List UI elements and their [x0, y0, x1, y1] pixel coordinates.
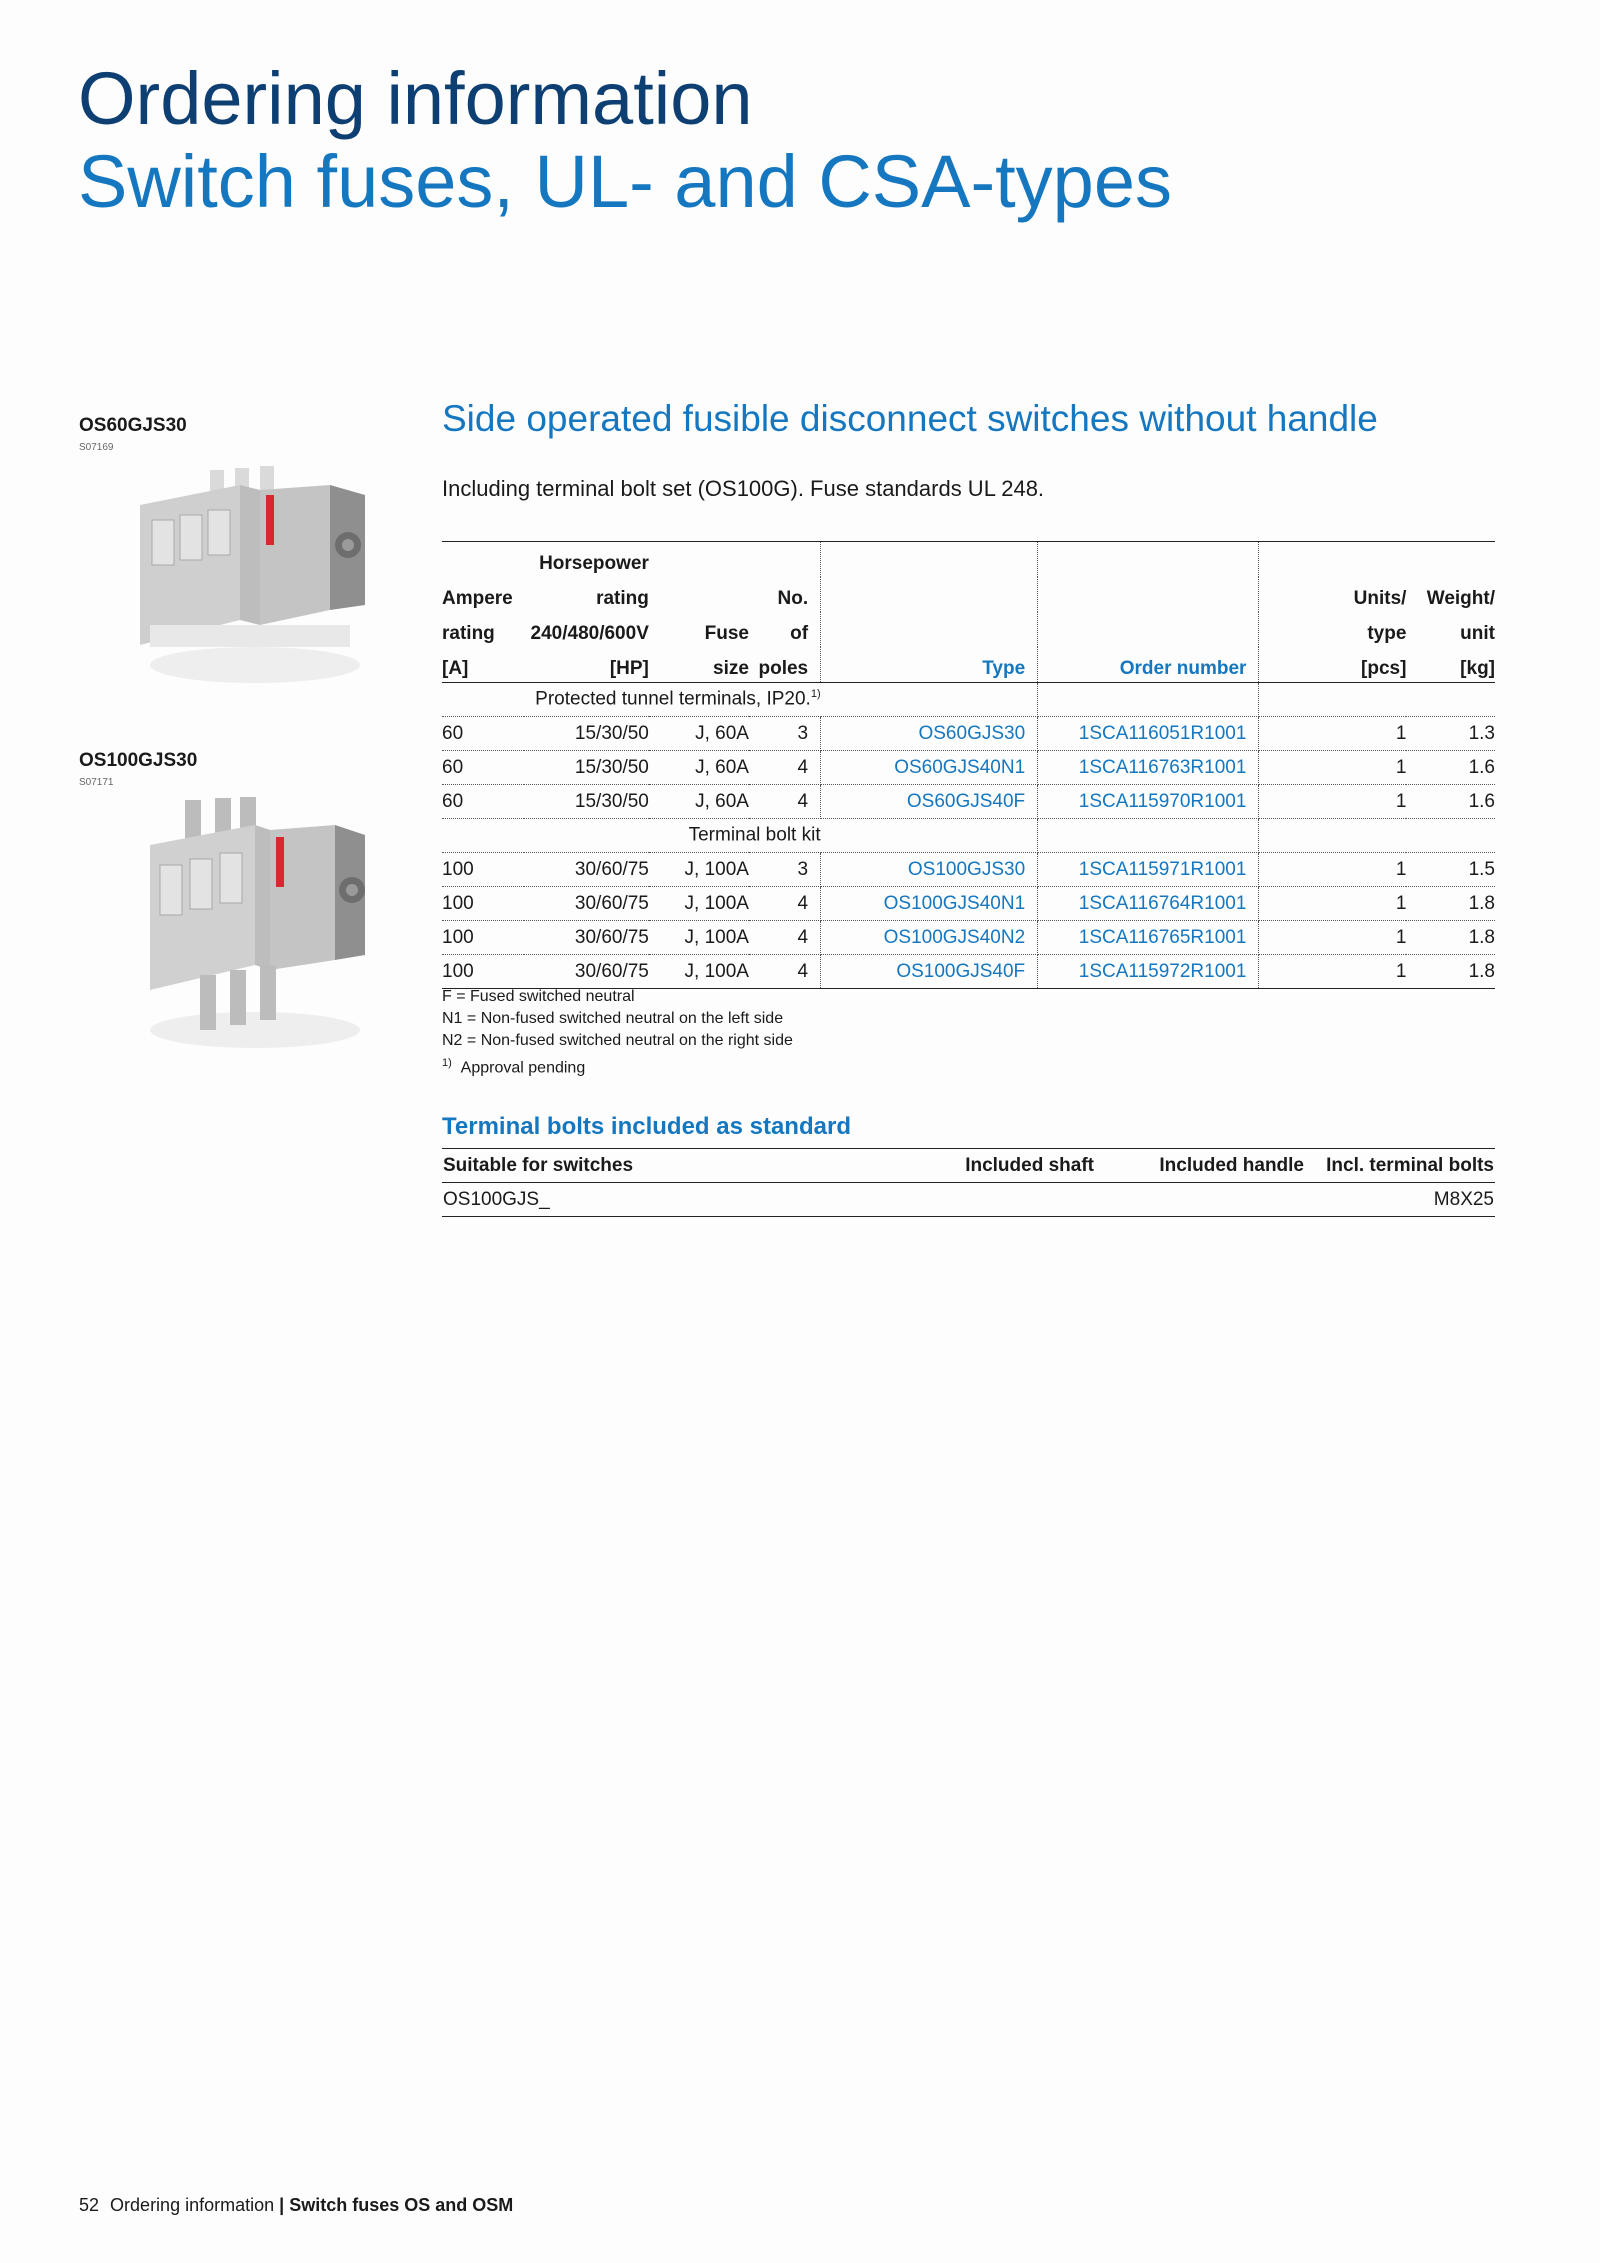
product-name: OS60GJS30: [79, 415, 187, 436]
table-row: [442, 955, 1495, 989]
poles-cell: 4: [749, 955, 821, 989]
weight-header-1: Weight/: [1426, 588, 1495, 609]
fuse-header-1: Fuse: [704, 623, 749, 644]
table-row: [442, 887, 1495, 921]
order-number-cell: 1SCA115970R1001: [1038, 785, 1259, 819]
note-n2: N2 = Non-fused switched neutral on the right side: [442, 1032, 793, 1049]
poles-cell: 4: [749, 751, 821, 785]
units-cell: 1: [1259, 751, 1407, 785]
product-code: S07171: [79, 777, 114, 788]
poles-cell: 3: [749, 853, 821, 887]
fuse-cell: J, 60A: [649, 717, 749, 751]
ampere-cell: 60: [442, 751, 524, 785]
units-header-1: Units/: [1353, 588, 1407, 609]
type-header: Type: [821, 647, 1038, 683]
weight-cell: 1.8: [1406, 955, 1495, 989]
hp-header-1: Horsepower: [524, 542, 649, 578]
weight-cell: 1.3: [1406, 717, 1495, 751]
hp-cell: 30/60/75: [524, 887, 649, 921]
ampere-header-2: rating: [442, 623, 495, 644]
poles-cell: 4: [749, 921, 821, 955]
hp-cell: 30/60/75: [524, 853, 649, 887]
ampere-cell: 60: [442, 785, 524, 819]
poles-cell: 4: [749, 785, 821, 819]
ampere-header-3: [A]: [442, 647, 524, 683]
type-cell: OS100GJS30: [821, 853, 1038, 887]
order-number-header: Order number: [1038, 647, 1259, 683]
poles-cell: 4: [749, 887, 821, 921]
type-cell: OS100GJS40F: [821, 955, 1038, 989]
hp-cell: 15/30/50: [524, 717, 649, 751]
table-row: [442, 751, 1495, 785]
footnote: $^{1)}$ Approval pending: [442, 1057, 586, 1077]
units-cell: 1: [1259, 717, 1407, 751]
group-label: Protected tunnel terminals, IP20.$^{1)}$: [442, 683, 821, 717]
fuse-cell: J, 100A: [649, 955, 749, 989]
type-cell: OS60GJS40F: [821, 785, 1038, 819]
units-header-2: type: [1367, 623, 1407, 644]
ampere-cell: 60: [442, 717, 524, 751]
footer-separator: |: [279, 2195, 285, 2215]
terminal-bolts-title: Terminal bolts included as standard: [442, 1113, 851, 1140]
units-cell: 1: [1259, 921, 1407, 955]
fuse-cell: J, 60A: [649, 785, 749, 819]
table-row: [442, 853, 1495, 887]
tb-header-shaft: Included shaft: [882, 1149, 1095, 1183]
hp-header-3: 240/480/600V: [530, 623, 649, 644]
group-label: Terminal bolt kit: [442, 819, 821, 853]
units-header-3: [pcs]: [1259, 647, 1407, 683]
page-footer: [79, 2195, 513, 2216]
weight-cell: 1.5: [1406, 853, 1495, 887]
poles-cell: 3: [749, 717, 821, 751]
switch-fuse-100a-image: [130, 795, 380, 1055]
type-cell: OS60GJS40N1: [821, 751, 1038, 785]
fuse-cell: J, 100A: [649, 887, 749, 921]
ordering-table: [442, 541, 1495, 989]
terminal-bolts-table: [442, 1148, 1495, 1217]
tb-switch: OS100GJS_: [442, 1183, 882, 1217]
units-cell: 1: [1259, 887, 1407, 921]
type-cell: OS60GJS30: [821, 717, 1038, 751]
weight-cell: 1.8: [1406, 921, 1495, 955]
order-number-cell: 1SCA116051R1001: [1038, 717, 1259, 751]
footer-doc: Switch fuses OS and OSM: [289, 2195, 514, 2215]
tb-shaft: [882, 1183, 1095, 1217]
weight-cell: 1.8: [1406, 887, 1495, 921]
order-number-cell: 1SCA115971R1001: [1038, 853, 1259, 887]
switch-fuse-3pole-image: [130, 460, 380, 690]
hp-cell: 30/60/75: [524, 955, 649, 989]
fuse-cell: J, 60A: [649, 751, 749, 785]
ampere-cell: 100: [442, 955, 524, 989]
page-number: 52: [79, 2195, 100, 2215]
type-cell: OS100GJS40N2: [821, 921, 1038, 955]
product-code: S07169: [79, 442, 114, 453]
hp-cell: 15/30/50: [524, 751, 649, 785]
product-label-2: [79, 750, 197, 788]
note-f: F = Fused switched neutral: [442, 988, 635, 1005]
weight-cell: 1.6: [1406, 785, 1495, 819]
weight-header-3: [kg]: [1406, 647, 1495, 683]
type-cell: OS100GJS40N1: [821, 887, 1038, 921]
ampere-cell: 100: [442, 921, 524, 955]
poles-header-3: poles: [749, 647, 821, 683]
tb-header-switches: Suitable for switches: [442, 1149, 882, 1183]
order-number-cell: 1SCA116764R1001: [1038, 887, 1259, 921]
order-number-cell: 1SCA115972R1001: [1038, 955, 1259, 989]
weight-header-2: unit: [1460, 623, 1495, 644]
hp-header-4: [HP]: [524, 647, 649, 683]
hp-header-2: rating: [596, 588, 649, 609]
ampere-cell: 100: [442, 887, 524, 921]
tb-header-handle: Included handle: [1095, 1149, 1305, 1183]
notes: [442, 986, 793, 1079]
tb-bolts: M8X25: [1305, 1183, 1495, 1217]
table-row: [442, 921, 1495, 955]
order-number-cell: 1SCA116765R1001: [1038, 921, 1259, 955]
units-cell: 1: [1259, 785, 1407, 819]
order-number-cell: 1SCA116763R1001: [1038, 751, 1259, 785]
table-row: [442, 785, 1495, 819]
section-title: Side operated fusible disconnect switches without handle: [442, 398, 1378, 439]
fuse-header-2: size: [649, 647, 749, 683]
table-row: [442, 717, 1495, 751]
product-label-1: [79, 415, 187, 453]
page-title: Ordering information: [78, 57, 753, 140]
section-intro: Including terminal bolt set (OS100G). Fuse standards UL 248.: [442, 476, 1045, 501]
tb-handle: [1095, 1183, 1305, 1217]
hp-cell: 30/60/75: [524, 921, 649, 955]
units-cell: 1: [1259, 853, 1407, 887]
product-name: OS100GJS30: [79, 750, 198, 771]
fuse-cell: J, 100A: [649, 921, 749, 955]
fuse-cell: J, 100A: [649, 853, 749, 887]
units-cell: 1: [1259, 955, 1407, 989]
note-n1: N1 = Non-fused switched neutral on the left side: [442, 1010, 784, 1027]
ampere-header-1: Ampere: [442, 588, 513, 609]
ampere-cell: 100: [442, 853, 524, 887]
hp-cell: 15/30/50: [524, 785, 649, 819]
page-subtitle: Switch fuses, UL- and CSA-types: [78, 140, 1172, 223]
weight-cell: 1.6: [1406, 751, 1495, 785]
poles-header-1: No.: [749, 577, 821, 612]
footer-section: Ordering information: [110, 2195, 275, 2215]
poles-header-2: of: [749, 612, 821, 647]
tb-header-bolts: Incl. terminal bolts: [1305, 1149, 1495, 1183]
